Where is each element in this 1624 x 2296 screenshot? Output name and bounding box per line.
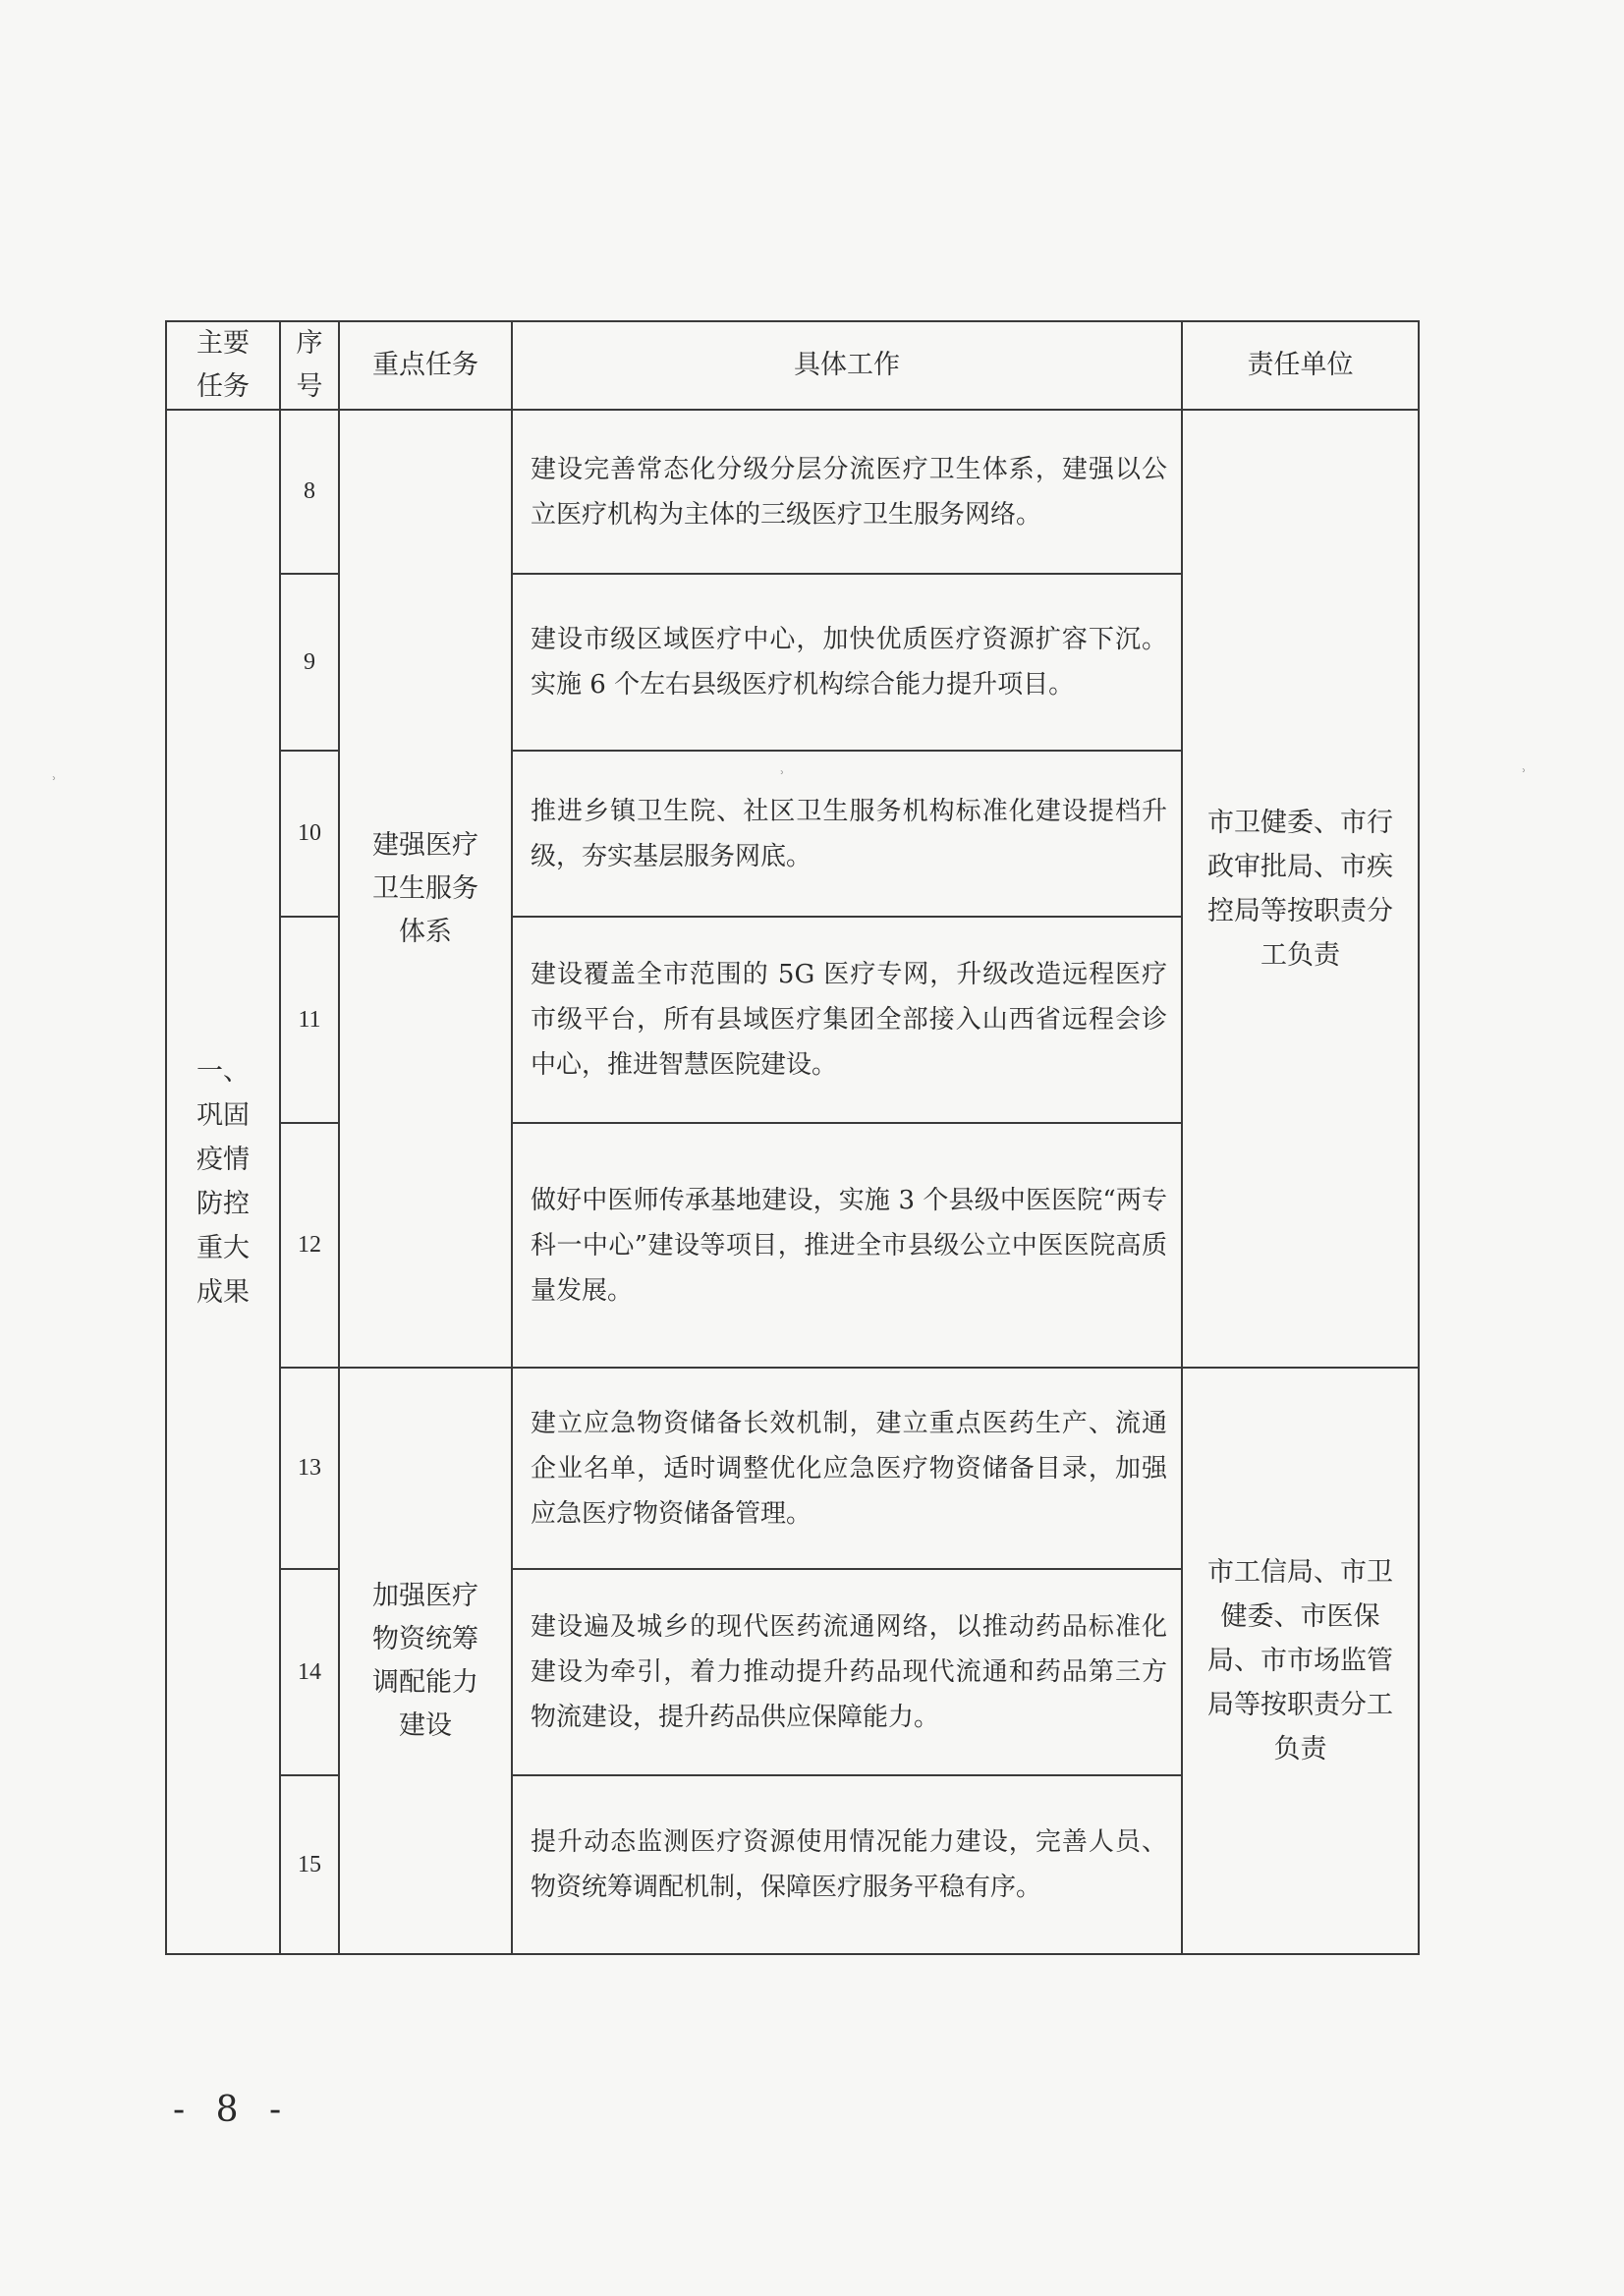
header-seq-line1: 序	[296, 328, 323, 359]
header-focus: 重点任务	[339, 321, 512, 410]
focus-cell: 加强医疗物资统筹调配能力建设	[339, 1368, 512, 1954]
header-main-task-line1: 主要	[196, 328, 250, 359]
header-main-task-line2: 任务	[196, 371, 250, 402]
seq-cell: 15	[280, 1775, 339, 1954]
work-cell: 提升动态监测医疗资源使用情况能力建设，完善人员、物资统筹调配机制，保障医疗服务平稳有序。	[512, 1775, 1182, 1954]
scan-speck: ⸒	[51, 760, 57, 781]
work-cell: 推进乡镇卫生院、社区卫生服务机构标准化建设提档升级，夯实基层服务网底。	[512, 751, 1182, 917]
work-cell: 建立应急物资储备长效机制，建立重点医药生产、流通企业名单，适时调整优化应急医疗物资储备目录，加强应急医疗物资储备管理。	[512, 1368, 1182, 1569]
seq-cell: 12	[280, 1123, 339, 1368]
header-seq-line2: 号	[296, 371, 323, 402]
work-cell: 建设完善常态化分级分层分流医疗卫生体系，建强以公立医疗机构为主体的三级医疗卫生服务网络。	[512, 410, 1182, 574]
work-cell: 建设市级区域医疗中心，加快优质医疗资源扩容下沉。实施 6 个左右县级医疗机构综合能力提升项目。	[512, 574, 1182, 751]
header-seq	[280, 321, 339, 410]
work-cell: 做好中医师传承基地建设，实施 3 个县级中医医院“两专科一中心”建设等项目，推进全市县级公立中医医院高质量发展。	[512, 1123, 1182, 1368]
focus-cell: 建强医疗卫生服务体系	[339, 410, 512, 1368]
header-row	[166, 321, 1419, 410]
table-row	[166, 410, 1419, 574]
unit-cell: 市工信局、市卫健委、市医保局、市市场监管局等按职责分工负责	[1182, 1368, 1419, 1954]
header-work: 具体工作	[512, 321, 1182, 410]
page-number: - 8 -	[173, 2090, 292, 2130]
scan-speck: ⸒	[1521, 753, 1527, 773]
seq-cell: 14	[280, 1569, 339, 1775]
task-table	[165, 320, 1420, 1955]
work-cell: 建设遍及城乡的现代医药流通网络，以推动药品标准化建设为牵引，着力推动提升药品现代流通和药品第三方物流建设，提升药品供应保障能力。	[512, 1569, 1182, 1775]
seq-cell: 13	[280, 1368, 339, 1569]
main-task-cell: 一、巩固疫情防控重大成果	[166, 410, 280, 1954]
scan-speck: ⸒	[779, 755, 785, 775]
seq-cell: 8	[280, 410, 339, 574]
seq-cell: 11	[280, 917, 339, 1123]
work-cell: 建设覆盖全市范围的 5G 医疗专网，升级改造远程医疗市级平台，所有县域医疗集团全部接入山西省远程会诊中心，推进智慧医院建设。	[512, 917, 1182, 1123]
unit-cell: 市卫健委、市行政审批局、市疾控局等按职责分工负责	[1182, 410, 1419, 1368]
table-row	[166, 1368, 1419, 1569]
header-unit: 责任单位	[1182, 321, 1419, 410]
seq-cell: 10	[280, 751, 339, 917]
seq-cell: 9	[280, 574, 339, 751]
header-main-task	[166, 321, 280, 410]
